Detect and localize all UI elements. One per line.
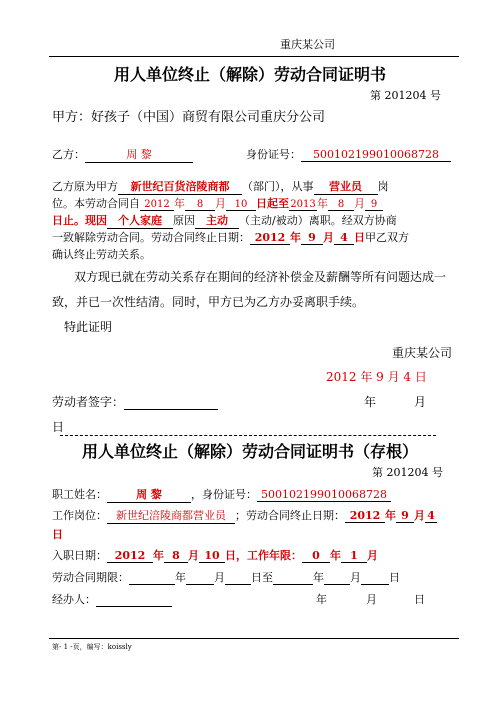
para-line-1	[52, 178, 389, 195]
period-start-year-field[interactable]	[129, 571, 175, 585]
footer-text: 第- 1 -页，编写：koissly	[52, 643, 132, 651]
stub-years: 0	[302, 549, 330, 563]
stub-number: 第 201204 号	[372, 466, 443, 479]
para-line-4	[52, 229, 409, 245]
stub-handler-line	[52, 591, 172, 607]
p3-text-b: 原因	[173, 214, 195, 227]
special-proof: 特此证明	[64, 320, 113, 334]
header-company: 重庆某公司	[280, 38, 335, 51]
p3-text-c: （主动/被动）离职。经双方协商	[239, 214, 397, 227]
footer-rule	[49, 638, 459, 639]
stub-name: 周 黎	[107, 486, 191, 503]
leave-mode: 主动	[195, 212, 239, 229]
header-rule	[49, 56, 459, 57]
start-month: 8	[185, 199, 215, 211]
stub-post: 新世纪涪陵商都营业员	[107, 507, 235, 524]
term-month: 9	[301, 231, 323, 245]
period-to: 日至	[251, 571, 273, 584]
para-line-3	[52, 212, 397, 229]
party-a: 甲方：好孩子（中国）商贸有限公司重庆分公司	[52, 110, 326, 125]
stub-handler-month: 月	[366, 593, 377, 606]
stub-period-label: 劳动合同期限：	[52, 571, 129, 584]
para-line-5: 确认终止劳动关系。	[52, 248, 151, 261]
stub-line-1	[52, 486, 391, 503]
stub-name-label: 职工姓名：	[52, 488, 107, 501]
p1-text-b: （部门），从事	[242, 180, 314, 193]
position: 营业员	[314, 178, 378, 195]
stub-term-year: 2012	[345, 509, 385, 523]
end-month: 8	[328, 199, 354, 211]
worker-sign-year: 年	[364, 395, 377, 409]
department: 新世纪百货涪陵商都	[118, 178, 242, 195]
period-start-day-field[interactable]	[225, 571, 251, 585]
para-line-2	[52, 195, 383, 211]
stub-hire-year-unit: 年	[153, 549, 164, 562]
stub-line-2	[52, 507, 437, 524]
p4-text: 一致解除劳动合同。劳动合同终止日期：	[52, 231, 250, 244]
id-label: 身份证号：	[246, 148, 301, 161]
stub-hire-year: 2012	[107, 549, 153, 563]
stub-hire-label: 入职日期：	[52, 549, 107, 562]
stub-title: 用人单位终止（解除）劳动合同证明书（存根）	[81, 442, 418, 461]
period-end-month-field[interactable]	[324, 571, 350, 585]
id-field	[301, 148, 451, 162]
start-year: 2012	[140, 199, 174, 211]
stub-handler-day: 日	[414, 593, 425, 606]
stub-term-day: 4	[425, 509, 437, 523]
term-year: 2012	[250, 231, 290, 245]
p1-text-c: 岗	[377, 180, 389, 193]
term-day-unit: 日	[354, 231, 365, 244]
stub-id-number: 500102199010068728	[257, 488, 391, 502]
worker-sign-month: 月	[414, 395, 427, 409]
sign-date: 2012 年 9 月 4 日	[326, 370, 427, 384]
stub-hire-day: 10	[199, 549, 225, 563]
stub-id-label: ，身份证号：	[191, 488, 257, 501]
term-month-unit: 月	[323, 231, 334, 244]
stub-post-label: 工作岗位：	[52, 509, 107, 522]
p4-tail: 甲乙双方	[365, 231, 409, 244]
stub-years-unit: 年	[330, 549, 341, 562]
party-b-name: 周 黎	[126, 148, 152, 161]
stub-term-label: ；劳动合同终止日期：	[235, 509, 345, 522]
stub-months-unit: 月	[367, 549, 378, 562]
end-year-unit: 年	[317, 197, 328, 210]
stub-handler-year: 年	[316, 593, 327, 606]
end-day: 9	[365, 199, 383, 211]
cert-title: 用人单位终止（解除）劳动合同证明书	[113, 65, 386, 84]
worker-sign-field[interactable]	[124, 395, 218, 410]
id-line	[246, 146, 451, 162]
stub-hire-month-unit: 月	[188, 549, 199, 562]
end-year: 2013	[290, 199, 316, 210]
p1-text-a: 乙方原为甲方	[52, 180, 118, 193]
stub-term-year-unit: 年	[385, 509, 396, 522]
end-month-unit: 月	[354, 197, 365, 210]
party-b-line	[52, 146, 193, 163]
period-start-year-unit: 年	[175, 571, 186, 584]
leave-reason: 个人家庭	[107, 212, 173, 229]
period-start-month-field[interactable]	[186, 571, 214, 585]
stub-line-4	[52, 569, 400, 585]
sign-company: 重庆某公司	[392, 346, 453, 360]
term-day: 4	[334, 231, 354, 245]
start-day: 10	[226, 199, 256, 211]
stub-handler-label: 经办人：	[52, 593, 96, 606]
p2-text-a: 位。本劳动合同自	[52, 197, 140, 210]
stub-term-month-unit: 月	[414, 509, 425, 522]
para-line-6: 双方现已就在劳动关系存在期间的经济补偿金及薪酬等所有问题达成一	[74, 270, 447, 284]
start-month-unit: 月	[215, 197, 226, 210]
stub-line-3	[52, 547, 378, 563]
party-b-label: 乙方：	[52, 148, 85, 161]
period-end-month-unit: 月	[350, 571, 361, 584]
start-year-unit: 年	[174, 197, 185, 210]
worker-sign-day: 日	[52, 420, 65, 434]
cert-number: 第 201204 号	[370, 89, 441, 102]
period-start-month-unit: 月	[214, 571, 225, 584]
stub-hire-month: 8	[164, 549, 188, 563]
stub-term-month: 9	[396, 509, 414, 523]
worker-sign-line	[52, 393, 218, 410]
term-year-unit: 年	[290, 231, 301, 244]
stub-handler-field[interactable]	[96, 593, 172, 607]
period-end-day-field[interactable]	[361, 571, 389, 585]
para-line-7: 致，并已一次性结清。同时，甲方已为乙方办妥离职手续。	[52, 295, 365, 309]
id-number: 500102199010068728	[313, 148, 439, 161]
period-end-year-field[interactable]	[273, 571, 313, 585]
party-b-name-field	[85, 146, 193, 163]
stub-months: 1	[341, 549, 367, 563]
period-end-year-unit: 年	[313, 571, 324, 584]
p3-text-a: 日止。现因	[52, 214, 107, 227]
cut-line	[60, 435, 436, 436]
stub-term-day-unit: 日	[52, 528, 63, 541]
stub-years-label: 日，工作年限：	[225, 549, 302, 562]
p2-text-mid: 日起至	[256, 197, 289, 210]
worker-sign-label: 劳动者签字：	[52, 395, 125, 409]
period-end-day-unit: 日	[389, 571, 400, 584]
